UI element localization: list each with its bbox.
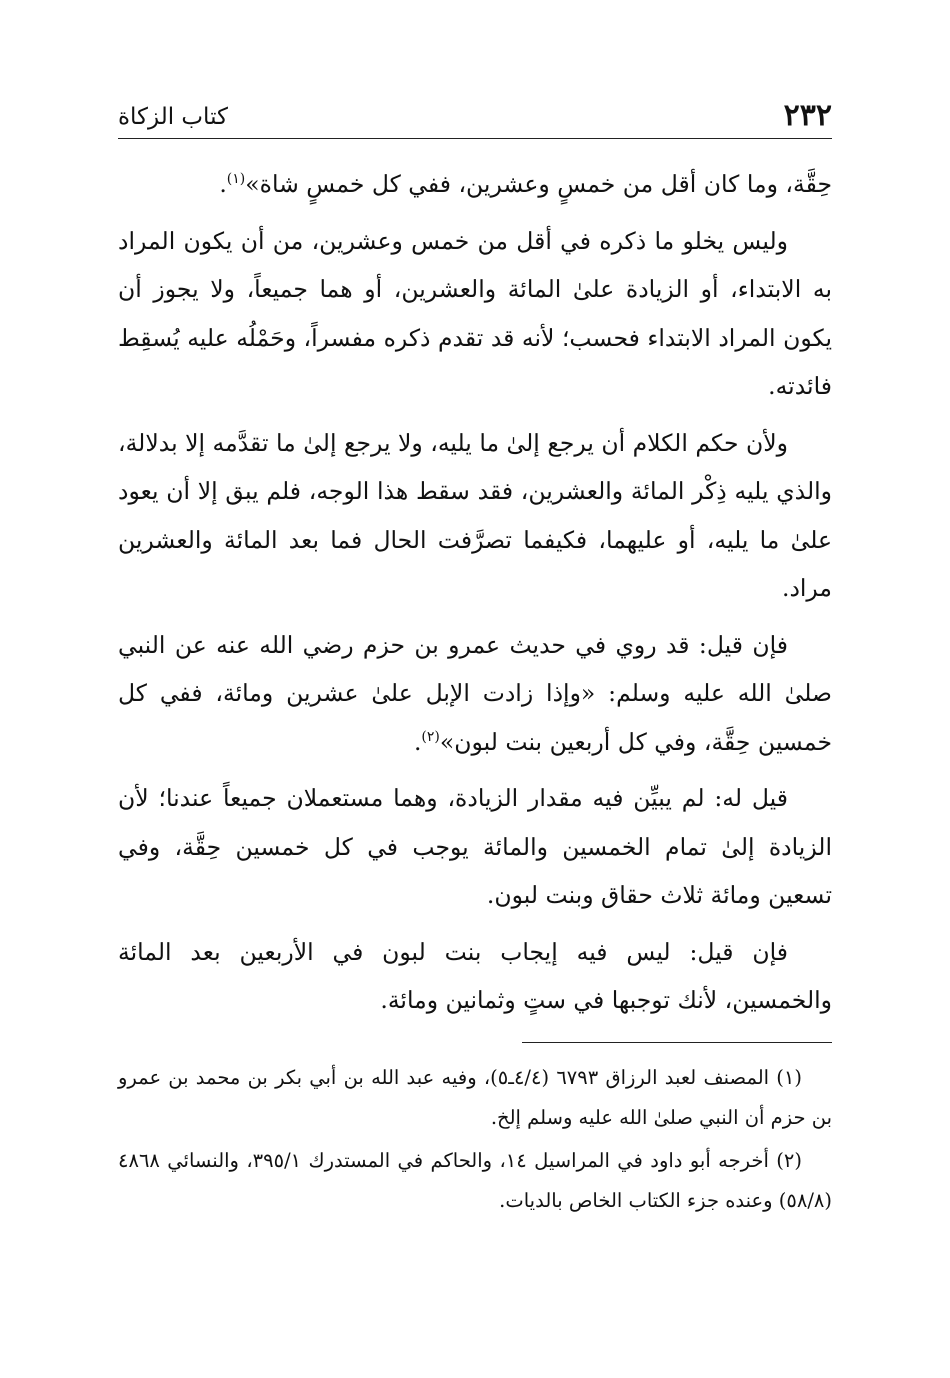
page-header [118,98,832,139]
paragraph [118,160,832,209]
paragraph-text: حِقَّة، وما كان أقل من خمسٍ وعشرين، ففي كل خمسٍ شاة» [245,170,832,198]
paragraph: ولأن حكم الكلام أن يرجع إلىٰ ما يليه، ولا يرجع إلىٰ ما تقدَّمه إلا بدلالة، والذي يليه ذِكْر المائة والعشرين، فقد سقط هذا الوجه، فلم يبق إلا أن يعود علىٰ ما يليه، أو عليهما، فكيفما تصرَّفت الحال فما بعد المائة والعشرين مراد. [118,428,832,602]
paragraph-text: فإن قيل: قد روي في حديث عمرو بن حزم رضي الله عنه عن النبي صلىٰ الله عليه وسلم: «وإذا زادت الإبل علىٰ عشرين ومائة، ففي كل خمسين حِقَّة، وفي كل أربعين بنت لبون» [118,630,832,756]
footnote-reference: (١) [226,171,246,188]
footnotes [118,1058,832,1224]
paragraph-end-period: . [219,170,227,198]
footnote: (١) المصنف لعبد الرزاق ٦٧٩٣ (٤/٤ـ٥)، وفيه عبد الله بن أبي بكر بن محمد بن عمرو بن حزم أن النبي صلىٰ الله عليه وسلم إلخ. [118,1066,832,1129]
book-page [118,0,832,1378]
running-title: كتاب الزكاة [118,104,228,130]
page-number: ٢٣٢ [783,98,832,133]
paragraph: وليس يخلو ما ذكره في أقل من خمس وعشرين، من أن يكون المراد به الابتداء، أو الزيادة علىٰ المائة والعشرين، أو هما جميعاً، ولا يجوز أن يكون المراد الابتداء فحسب؛ لأنه قد تقدم ذكره مفسراً، وحَمْلُه عليه يُسقِط فائدته. [118,226,832,400]
footnote-reference: (٢) [421,728,440,745]
paragraph: قيل له: لم يبيِّن فيه مقدار الزيادة، وهما مستعملان جميعاً عندنا؛ لأن الزيادة إلىٰ تمام الخمسين والمائة يوجب في كل خمسين حِقَّة، وفي تسعين ومائة ثلاث حقاق وبنت لبون. [118,784,832,909]
paragraph: فإن قيل: ليس فيه إيجاب بنت لبون في الأربعين بعد المائة والخمسين، لأنك توجبها في ستٍ وثمانين ومائة. [118,937,832,1014]
footnote: (٢) أخرجه أبو داود في المراسيل ١٤، والحاكم في المستدرك ٣٩٥/١، والنسائي ٤٨٦٨ (٥٨/٨) وعنده جزء الكتاب الخاص بالديات. [118,1149,832,1212]
footnote-divider [522,1042,832,1043]
main-text [118,160,832,1033]
paragraph-end-period: . [413,727,422,756]
paragraph [118,621,832,767]
